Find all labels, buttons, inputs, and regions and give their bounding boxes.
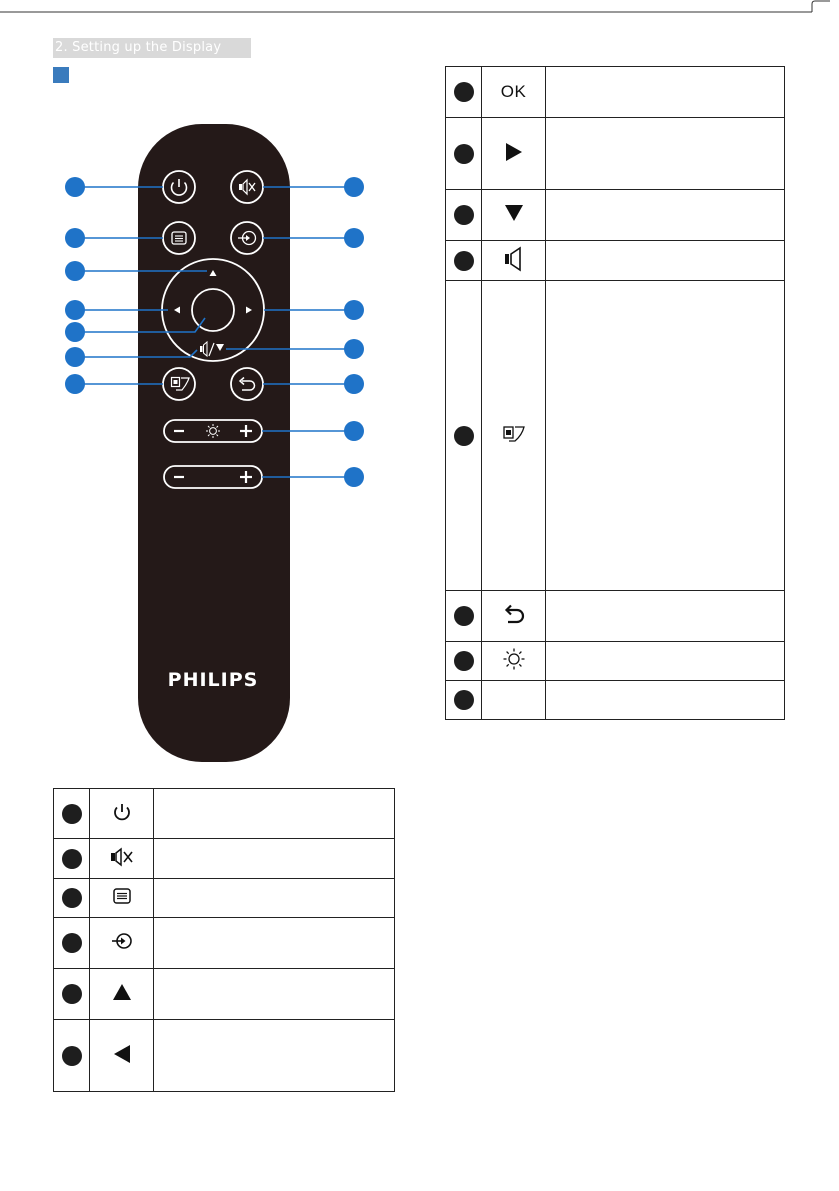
button-table-left xyxy=(53,788,395,1092)
table-row xyxy=(446,118,785,190)
row-marker xyxy=(454,144,474,164)
row-description xyxy=(546,190,785,241)
philips-logo: PHILIPS xyxy=(167,669,259,691)
smart-image-icon xyxy=(502,424,526,444)
row-marker xyxy=(62,933,82,953)
back-icon xyxy=(503,604,525,624)
top-rule xyxy=(0,0,839,24)
empty-icon-cell xyxy=(482,681,546,720)
row-marker xyxy=(62,888,82,908)
table-row xyxy=(446,190,785,241)
table-row xyxy=(446,642,785,681)
row-description xyxy=(154,918,395,969)
brightness-icon xyxy=(502,647,526,671)
row-marker xyxy=(454,426,474,446)
table-row xyxy=(54,879,395,918)
row-marker xyxy=(454,82,474,102)
row-description xyxy=(546,642,785,681)
triangle-right-icon xyxy=(505,142,523,162)
input-icon xyxy=(110,931,134,951)
row-description xyxy=(154,879,395,918)
ok-label: OK xyxy=(500,82,527,101)
section-title: 2. Setting up the Display xyxy=(53,38,251,58)
row-marker xyxy=(454,205,474,225)
table-row xyxy=(54,839,395,879)
row-description xyxy=(546,118,785,190)
table-row xyxy=(54,918,395,969)
row-description xyxy=(546,67,785,118)
table-row xyxy=(446,281,785,591)
speaker-icon xyxy=(503,246,525,272)
table-row xyxy=(54,969,395,1020)
power-icon xyxy=(111,801,133,823)
row-description xyxy=(546,681,785,720)
triangle-down-icon xyxy=(504,204,524,222)
row-description xyxy=(154,969,395,1020)
row-marker xyxy=(454,606,474,626)
mute-icon xyxy=(109,847,135,867)
row-marker xyxy=(62,804,82,824)
table-row xyxy=(54,1020,395,1092)
table-row xyxy=(446,681,785,720)
remote-control-illustration xyxy=(0,100,420,770)
row-description xyxy=(546,591,785,642)
row-description xyxy=(154,789,395,839)
triangle-up-icon xyxy=(112,983,132,1001)
menu-icon xyxy=(112,887,132,905)
row-description xyxy=(546,241,785,281)
table-row xyxy=(446,241,785,281)
row-description xyxy=(546,281,785,591)
row-marker xyxy=(454,251,474,271)
table-row xyxy=(54,789,395,839)
row-marker xyxy=(454,690,474,710)
row-description xyxy=(154,1020,395,1092)
table-row xyxy=(446,67,785,118)
section-marker xyxy=(53,67,69,83)
row-description xyxy=(154,839,395,879)
table-row xyxy=(446,591,785,642)
remote-body xyxy=(138,124,290,762)
row-marker xyxy=(62,849,82,869)
row-marker xyxy=(454,651,474,671)
row-marker xyxy=(62,1046,82,1066)
button-table-right xyxy=(445,66,785,720)
triangle-left-icon xyxy=(113,1044,131,1064)
row-marker xyxy=(62,984,82,1004)
